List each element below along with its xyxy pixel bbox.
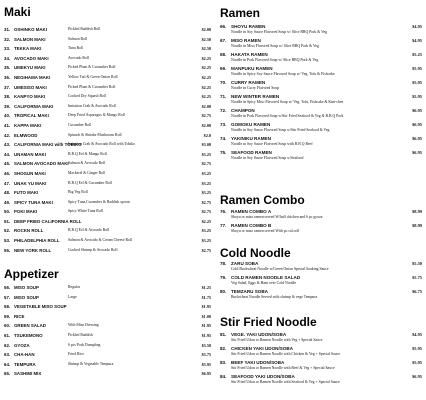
item-number: 79.: [220, 275, 227, 280]
item-title-line: [220, 288, 422, 295]
menu-item: [220, 107, 422, 121]
item-name: ELMWOOD: [14, 132, 38, 138]
item-description: Salmon & Avocado & Cream Cheese Roll: [68, 238, 133, 243]
item-name: NEW WINTER RAMEN: [231, 94, 280, 99]
item-price: $6.95: [412, 108, 422, 113]
menu-item: [4, 140, 211, 150]
item-title-line: [220, 222, 422, 229]
item-description: Noodle in Pork Flavored Soup w/ Slice BBQ Pork & Veg: [231, 58, 319, 62]
menu-item: [4, 35, 211, 45]
item-name: SALMON MAKI: [14, 36, 46, 42]
item-price: $2.25: [201, 84, 211, 90]
item-name: OSHINKO MAKI: [14, 27, 47, 32]
item-name: RAMEN COMBO A: [231, 209, 272, 214]
item-price: $3.25: [201, 151, 211, 157]
menu-item: [220, 345, 422, 359]
menu-item: [4, 312, 211, 322]
item-name: TROPICAL MAKI: [14, 113, 49, 119]
item-price: $6.95: [201, 371, 211, 377]
item-name: TSUKEMONO: [14, 332, 43, 338]
item-price: $2.75: [201, 209, 211, 215]
item-number: 46.: [4, 170, 11, 176]
item-name: TEMZARU SOBA: [231, 289, 269, 294]
item-name: CALIFORNIA MAKI with TOBIKO: [14, 142, 82, 148]
item-number: 61.: [4, 332, 11, 338]
item-price: $5.25: [412, 52, 422, 57]
item-name: UNAK YU MAKI: [14, 180, 47, 186]
item-number: 38.: [4, 94, 11, 100]
menu-item: [4, 54, 211, 64]
item-name: GREEN SALAD: [14, 323, 46, 329]
item-number: 69.: [220, 66, 227, 71]
menu-item: [4, 341, 211, 351]
item-price: $2.25: [201, 55, 211, 61]
item-price: $2.25: [201, 218, 211, 224]
menu-item: [220, 373, 422, 387]
item-price: $1.95: [201, 323, 211, 329]
item-name: SEAFOOD RAMEN: [231, 150, 272, 155]
item-description: Shoyu or miso ramen served W/half chicken and 6 pc gyoza: [231, 215, 323, 219]
item-price: $4.95: [412, 332, 422, 337]
item-price: $2.75: [201, 199, 211, 205]
item-description: Shoyu or miso ramen served With pc.cal.roll: [231, 229, 299, 233]
item-title-line: [220, 373, 422, 380]
item-name: COLD RAMEN NOODLE SALAD: [231, 275, 301, 280]
item-description: Noodle in Soy Sauce Flavored Soup w/ Slice BBQ Pork & Veg: [231, 30, 328, 34]
item-price: $3.25: [201, 238, 211, 244]
item-description: Noodle in Miso Flavored Soup w/ Slice BBQ Pork & Veg: [231, 44, 319, 48]
item-title-line: [220, 51, 422, 58]
item-price: $2.75: [201, 113, 211, 119]
item-price: $2.75: [201, 247, 211, 253]
menu-item: [4, 63, 211, 73]
item-price: $5.95: [412, 346, 422, 351]
appetizer-list: [4, 283, 211, 379]
item-title-line: [220, 23, 422, 30]
item-price: $2.25: [201, 74, 211, 80]
item-price: $8.99: [412, 223, 422, 228]
item-name: UMESISO MAKI: [14, 84, 47, 90]
item-price: $2.50: [201, 46, 211, 52]
menu-item: [4, 111, 211, 121]
item-number: 78.: [220, 261, 227, 266]
item-price: $5.50: [412, 261, 422, 266]
cold-noodle-heading: Cold Noodle: [220, 246, 291, 260]
item-description: Stir Fried Udon or Ramen Noodle with Chicken & Veg + Special Sauce: [231, 352, 340, 356]
item-name: KAPPA MAKI: [14, 122, 42, 128]
menu-item: [4, 198, 211, 208]
menu-item: [4, 131, 211, 141]
maki-list: [4, 25, 211, 255]
item-title-line: [220, 121, 422, 128]
ramen-list: [220, 23, 422, 163]
item-price: $5.95: [412, 66, 422, 71]
item-name: CALIFORNIA MAKI: [14, 103, 54, 109]
item-description: Deep Fried Asparagus & Mango Roll: [68, 113, 125, 118]
maki-heading: Maki: [4, 5, 31, 19]
item-number: 42.: [4, 132, 11, 138]
item-number: 60.: [4, 323, 11, 329]
item-title-line: [220, 345, 422, 352]
menu-item: [4, 83, 211, 93]
item-description: Avocado Roll: [68, 55, 89, 60]
item-name: KANPYO MAKI: [14, 94, 46, 100]
item-title-line: [220, 135, 422, 142]
item-description: Cold Buckwheat Noodle w/Green Onion Special Soaking Sauce: [231, 267, 329, 271]
item-description: Stir Fried Udon or Ramen Noodle with Beef & Veg + Special Sauce: [231, 366, 335, 370]
item-number: 76.: [220, 209, 227, 214]
item-name: VEGETABLE MISO SOUP: [14, 304, 67, 310]
item-name: HAKATA RAMEN: [231, 52, 268, 57]
item-price: $1.75: [201, 294, 211, 300]
item-number: 34.: [4, 55, 11, 61]
item-number: 50.: [4, 209, 11, 215]
item-price: $5.95: [412, 80, 422, 85]
item-number: 58.: [4, 304, 11, 310]
item-description: Pickled Raddish Roll: [68, 27, 101, 31]
item-title-line: [220, 149, 422, 156]
item-title-line: [220, 37, 422, 44]
item-description: Fried Rice: [68, 352, 84, 357]
item-price: $2.00: [201, 27, 211, 32]
item-number: 31.: [4, 27, 11, 32]
item-description: Spinach & Shitake Mushroom Roll: [68, 132, 122, 137]
item-price: $1.00: [201, 313, 211, 319]
menu-item: [4, 159, 211, 169]
item-price: $2.75: [201, 161, 211, 167]
ramen-heading: Ramen: [220, 6, 261, 20]
menu-item: [4, 293, 211, 303]
item-number: 40.: [4, 113, 11, 119]
menu-item: [4, 92, 211, 102]
item-title-line: [220, 107, 422, 114]
item-description: Big Veg Roll: [68, 190, 88, 195]
item-name: MANPUKU RAMEN: [231, 66, 273, 71]
item-price: $8.99: [412, 209, 422, 214]
item-description: Cooked Dry Squash Roll: [68, 94, 107, 99]
item-name: FUTO MAKI: [14, 190, 39, 196]
item-description: Noodle in Spicy Miso Flavored Soup w/ Veg, Tofu, Fishcake & Kim-chee: [231, 100, 344, 104]
item-title-line: [220, 260, 422, 267]
item-number: 64.: [4, 361, 11, 367]
item-price: $2.25: [201, 94, 211, 100]
item-name: PHILADELPHIA ROLL: [14, 238, 60, 244]
item-name: SEAFOOD YAKI UDON/SOBA: [231, 374, 295, 379]
item-description: Yellow Tail & Green Onion Roll: [68, 74, 118, 79]
item-number: 56.: [4, 285, 11, 290]
menu-item: [220, 208, 422, 222]
item-number: 41.: [4, 122, 11, 128]
item-number: 66.: [220, 24, 227, 29]
item-title-line: [220, 65, 422, 72]
menu-item: [4, 102, 211, 112]
item-number: 47.: [4, 180, 11, 186]
item-number: 75.: [220, 150, 227, 155]
item-price: $3.25: [201, 170, 211, 176]
item-description: Cooked Shrimp & Avocado Roll: [68, 247, 118, 252]
menu-item: [4, 207, 211, 217]
item-name: MISO SOUP: [14, 285, 39, 290]
menu-item: [220, 79, 422, 93]
item-number: 37.: [4, 84, 11, 90]
item-title-line: [220, 359, 422, 366]
item-name: SHOYU RAMEN: [231, 24, 266, 29]
item-description: Noodle in Soy Sauce Flavored Soup w/Stir Fried Seafood & Veg: [231, 128, 330, 132]
menu-item: [4, 360, 211, 370]
item-name: CHA-HAN: [14, 352, 35, 358]
item-name: UNAMAN MAKI: [14, 151, 46, 157]
item-price: $3.25: [201, 190, 211, 196]
item-name: ZARU SOBA: [231, 261, 259, 266]
item-number: 71.: [220, 94, 227, 99]
item-description: Imitation Crab & Avocado Roll: [68, 103, 116, 108]
item-name: GOMOKU RAMEN: [231, 122, 271, 127]
menu-item: [4, 226, 211, 236]
item-number: 36.: [4, 74, 11, 80]
item-description: Noodle in Pork Flavored Soup w/Stir Fried Seafood & Veg & B.B.Q Pork: [231, 114, 344, 118]
item-number: 39.: [4, 103, 11, 109]
item-description: Stir Fried Udon or Ramen Noodle with Veg + Special Sauce: [231, 338, 323, 342]
item-price: $3.75: [201, 352, 211, 358]
item-title-line: [220, 274, 422, 281]
appetizer-heading: Appetizer: [4, 267, 59, 281]
ramen-combo-heading: Ramen Combo: [220, 193, 305, 207]
menu-item: [4, 302, 211, 312]
item-number: 68.: [220, 52, 227, 57]
menu-item: [220, 135, 422, 149]
item-title-line: [220, 208, 422, 215]
item-number: 67.: [220, 38, 227, 43]
menu-item: [4, 331, 211, 341]
item-number: 62.: [4, 342, 11, 348]
item-number: 35.: [4, 65, 11, 71]
item-number: 65.: [4, 371, 11, 377]
item-description: B.B.Q Eel & Avocado Roll: [68, 228, 110, 233]
menu-item: [220, 121, 422, 135]
item-description: Veg Salad, Eggs & Ham over Cold Noodle: [231, 281, 297, 285]
item-description: Shrimp & Vegetable Tempura: [68, 361, 114, 366]
item-description: Large: [68, 294, 77, 299]
item-price: $5.95: [201, 361, 211, 367]
item-description: Noodle in Soy Sauce Flavored Soup with B.B.Q Beef: [231, 142, 313, 146]
ramen-combo-list: [220, 208, 422, 236]
item-price: $2.0: [203, 132, 211, 138]
item-number: 59.: [4, 313, 11, 319]
item-description: Regular: [68, 285, 81, 289]
item-number: 84.: [220, 374, 227, 379]
item-price: $6.95: [412, 150, 422, 155]
item-description: B.B.Q Eel & Cucumber Roll: [68, 180, 112, 185]
item-price: $6.95: [412, 122, 422, 127]
item-description: Noodle in Spicy Soy Sauce Flavored Soup w/ Veg, Tofu & Fishcake: [231, 72, 335, 76]
item-description: Cucumber Roll: [68, 122, 92, 127]
item-name: VEGE. YAKI UDON/SOBA: [231, 332, 287, 337]
menu-item: [4, 179, 211, 189]
item-price: $4.95: [412, 38, 422, 43]
item-price: $1.95: [201, 304, 211, 310]
item-name: CHICKEN YAKI UDON/SOBA: [231, 346, 294, 351]
item-number: 83.: [220, 360, 227, 365]
item-number: 32.: [4, 36, 11, 42]
item-name: YAKINIKU RAMEN: [231, 136, 271, 141]
item-price: $3.25: [201, 180, 211, 186]
item-description: Mackerel & Ginger Roll: [68, 170, 106, 175]
item-name: CURRY RAMEN: [231, 80, 266, 85]
item-number: 63.: [4, 352, 11, 358]
item-number: 43.: [4, 142, 11, 148]
item-price: $1.25: [201, 285, 211, 290]
item-price: $5.95: [412, 360, 422, 365]
menu-item: [220, 288, 422, 302]
stir-fried-list: [220, 331, 422, 387]
menu-item: [4, 369, 211, 379]
item-description: With Miso Dressing: [68, 323, 99, 328]
item-number: 45.: [4, 161, 11, 167]
item-name: TEMPURA: [14, 361, 36, 367]
menu-item: [4, 283, 211, 293]
menu-item: [4, 150, 211, 160]
item-name: BEEF YAKI UDON/SOBA: [231, 360, 285, 365]
item-name: ROCKN ROLL: [14, 228, 44, 234]
item-number: 57.: [4, 294, 11, 300]
item-name: SHOGUN MAKI: [14, 170, 46, 176]
item-name: MISO SOUP: [14, 294, 39, 300]
menu-item: [220, 274, 422, 288]
item-description: Salmon Roll: [68, 36, 88, 41]
item-name: RAMEN COMBO B: [231, 223, 272, 228]
menu-item: [4, 217, 211, 227]
item-description: Noodle in Soy Sauce Flavored Soup w/Seafood: [231, 156, 304, 160]
item-number: 49.: [4, 199, 11, 205]
item-description: Picked Plum & Cucumber Roll: [68, 65, 116, 70]
menu-item: [220, 37, 422, 51]
menu-item: [220, 359, 422, 373]
item-name: MISO RAMEN: [231, 38, 261, 43]
item-name: CHAMPON: [231, 108, 255, 113]
item-number: 51.: [4, 218, 11, 224]
item-number: 77.: [220, 223, 227, 228]
item-name: SALMON AVOCADO MAKI: [14, 161, 69, 167]
menu-item: [4, 188, 211, 198]
item-name: NEW YORK ROLL: [14, 247, 52, 253]
item-name: SASHIMI MIX: [14, 371, 42, 377]
menu-item: [220, 260, 422, 274]
item-price: $3.25: [201, 228, 211, 234]
item-number: 70.: [220, 80, 227, 85]
item-description: Salmon & Avocado Roll: [68, 161, 106, 166]
menu-item: [220, 23, 422, 37]
item-price: $3.00: [201, 142, 211, 148]
menu-item: [220, 222, 422, 236]
item-number: 82.: [220, 346, 227, 351]
item-price: $6.95: [412, 136, 422, 141]
item-price: $2.00: [201, 122, 211, 128]
item-description: Spicy Tuna,Cucumber & Raddish sprout: [68, 199, 130, 204]
item-description: Picked Plum & Cucumber Roll: [68, 84, 116, 89]
item-description: Tuna Roll: [68, 46, 84, 51]
menu-item: [220, 149, 422, 163]
menu-item: [220, 331, 422, 345]
menu-item: [220, 65, 422, 79]
item-name: TEKKA MAKI: [14, 46, 42, 52]
item-price: $4.95: [412, 24, 422, 29]
item-title-line: [220, 93, 422, 100]
item-title-line: [220, 331, 422, 338]
item-description: Buckwheat Noodle Served with shrimp & vege Tempura: [231, 295, 318, 299]
item-name: POKI MAKI: [14, 209, 38, 215]
item-description: B.B.Q Eel & Mango Roll: [68, 151, 107, 156]
item-price: $2.50: [201, 36, 211, 42]
item-title-line: [220, 79, 422, 86]
item-number: 33.: [4, 46, 11, 52]
item-description: Spicy White Tuna Roll: [68, 209, 103, 214]
stir-fried-heading: Stir Fried Noodle: [220, 315, 317, 329]
item-number: 73.: [220, 122, 227, 127]
item-price: $2.00: [201, 103, 211, 109]
item-name: NEGIHAMA MAKI: [14, 74, 51, 80]
item-number: 48.: [4, 190, 11, 196]
menu-item: [4, 321, 211, 331]
menu-item: [4, 246, 211, 256]
menu-item: [4, 121, 211, 131]
item-number: 72.: [220, 108, 227, 113]
item-number: 81.: [220, 332, 227, 337]
item-number: 44.: [4, 151, 11, 157]
menu-item: [4, 350, 211, 360]
menu-item: [4, 44, 211, 54]
item-description: Noodle in Curry Flavored Soup: [231, 86, 280, 90]
item-number: 53.: [4, 238, 11, 244]
item-price: $2.25: [201, 65, 211, 71]
item-description: Stir Fried Udon or Ramen Noodle with Seafood & Veg + Special Sauce: [231, 380, 340, 384]
item-description: Pickled Raddish: [68, 332, 93, 337]
item-number: 74.: [220, 136, 227, 141]
item-number: 55.: [4, 247, 11, 253]
item-price: $3.50: [201, 342, 211, 348]
item-number: 52.: [4, 228, 11, 234]
menu-item: [220, 51, 422, 65]
menu-item: [220, 93, 422, 107]
item-price: $5.95: [412, 94, 422, 99]
item-name: DEEP FRIED CALIFORNIA ROLL: [14, 218, 82, 224]
item-price: $6.95: [412, 374, 422, 379]
menu-item: [4, 73, 211, 83]
item-price: $1.95: [201, 332, 211, 338]
item-name: AVOCADO MAKI: [14, 55, 49, 61]
item-description: Imitation Crab & Avocado Roll with Tobiko: [68, 142, 136, 147]
item-number: 80.: [220, 289, 227, 294]
menu-item: [4, 25, 211, 35]
item-price: $5.75: [412, 275, 422, 280]
item-name: UMEKYU MAKI: [14, 65, 46, 71]
menu-item: [4, 236, 211, 246]
cold-noodle-list: [220, 260, 422, 302]
item-name: GYOZA: [14, 342, 30, 348]
item-description: 6 pcs Pork Dumpling: [68, 342, 101, 347]
item-price: $6.75: [412, 289, 422, 294]
item-name: RICE: [14, 313, 25, 319]
item-name: SPICY TUNA MAKI: [14, 199, 53, 205]
menu-item: [4, 169, 211, 179]
